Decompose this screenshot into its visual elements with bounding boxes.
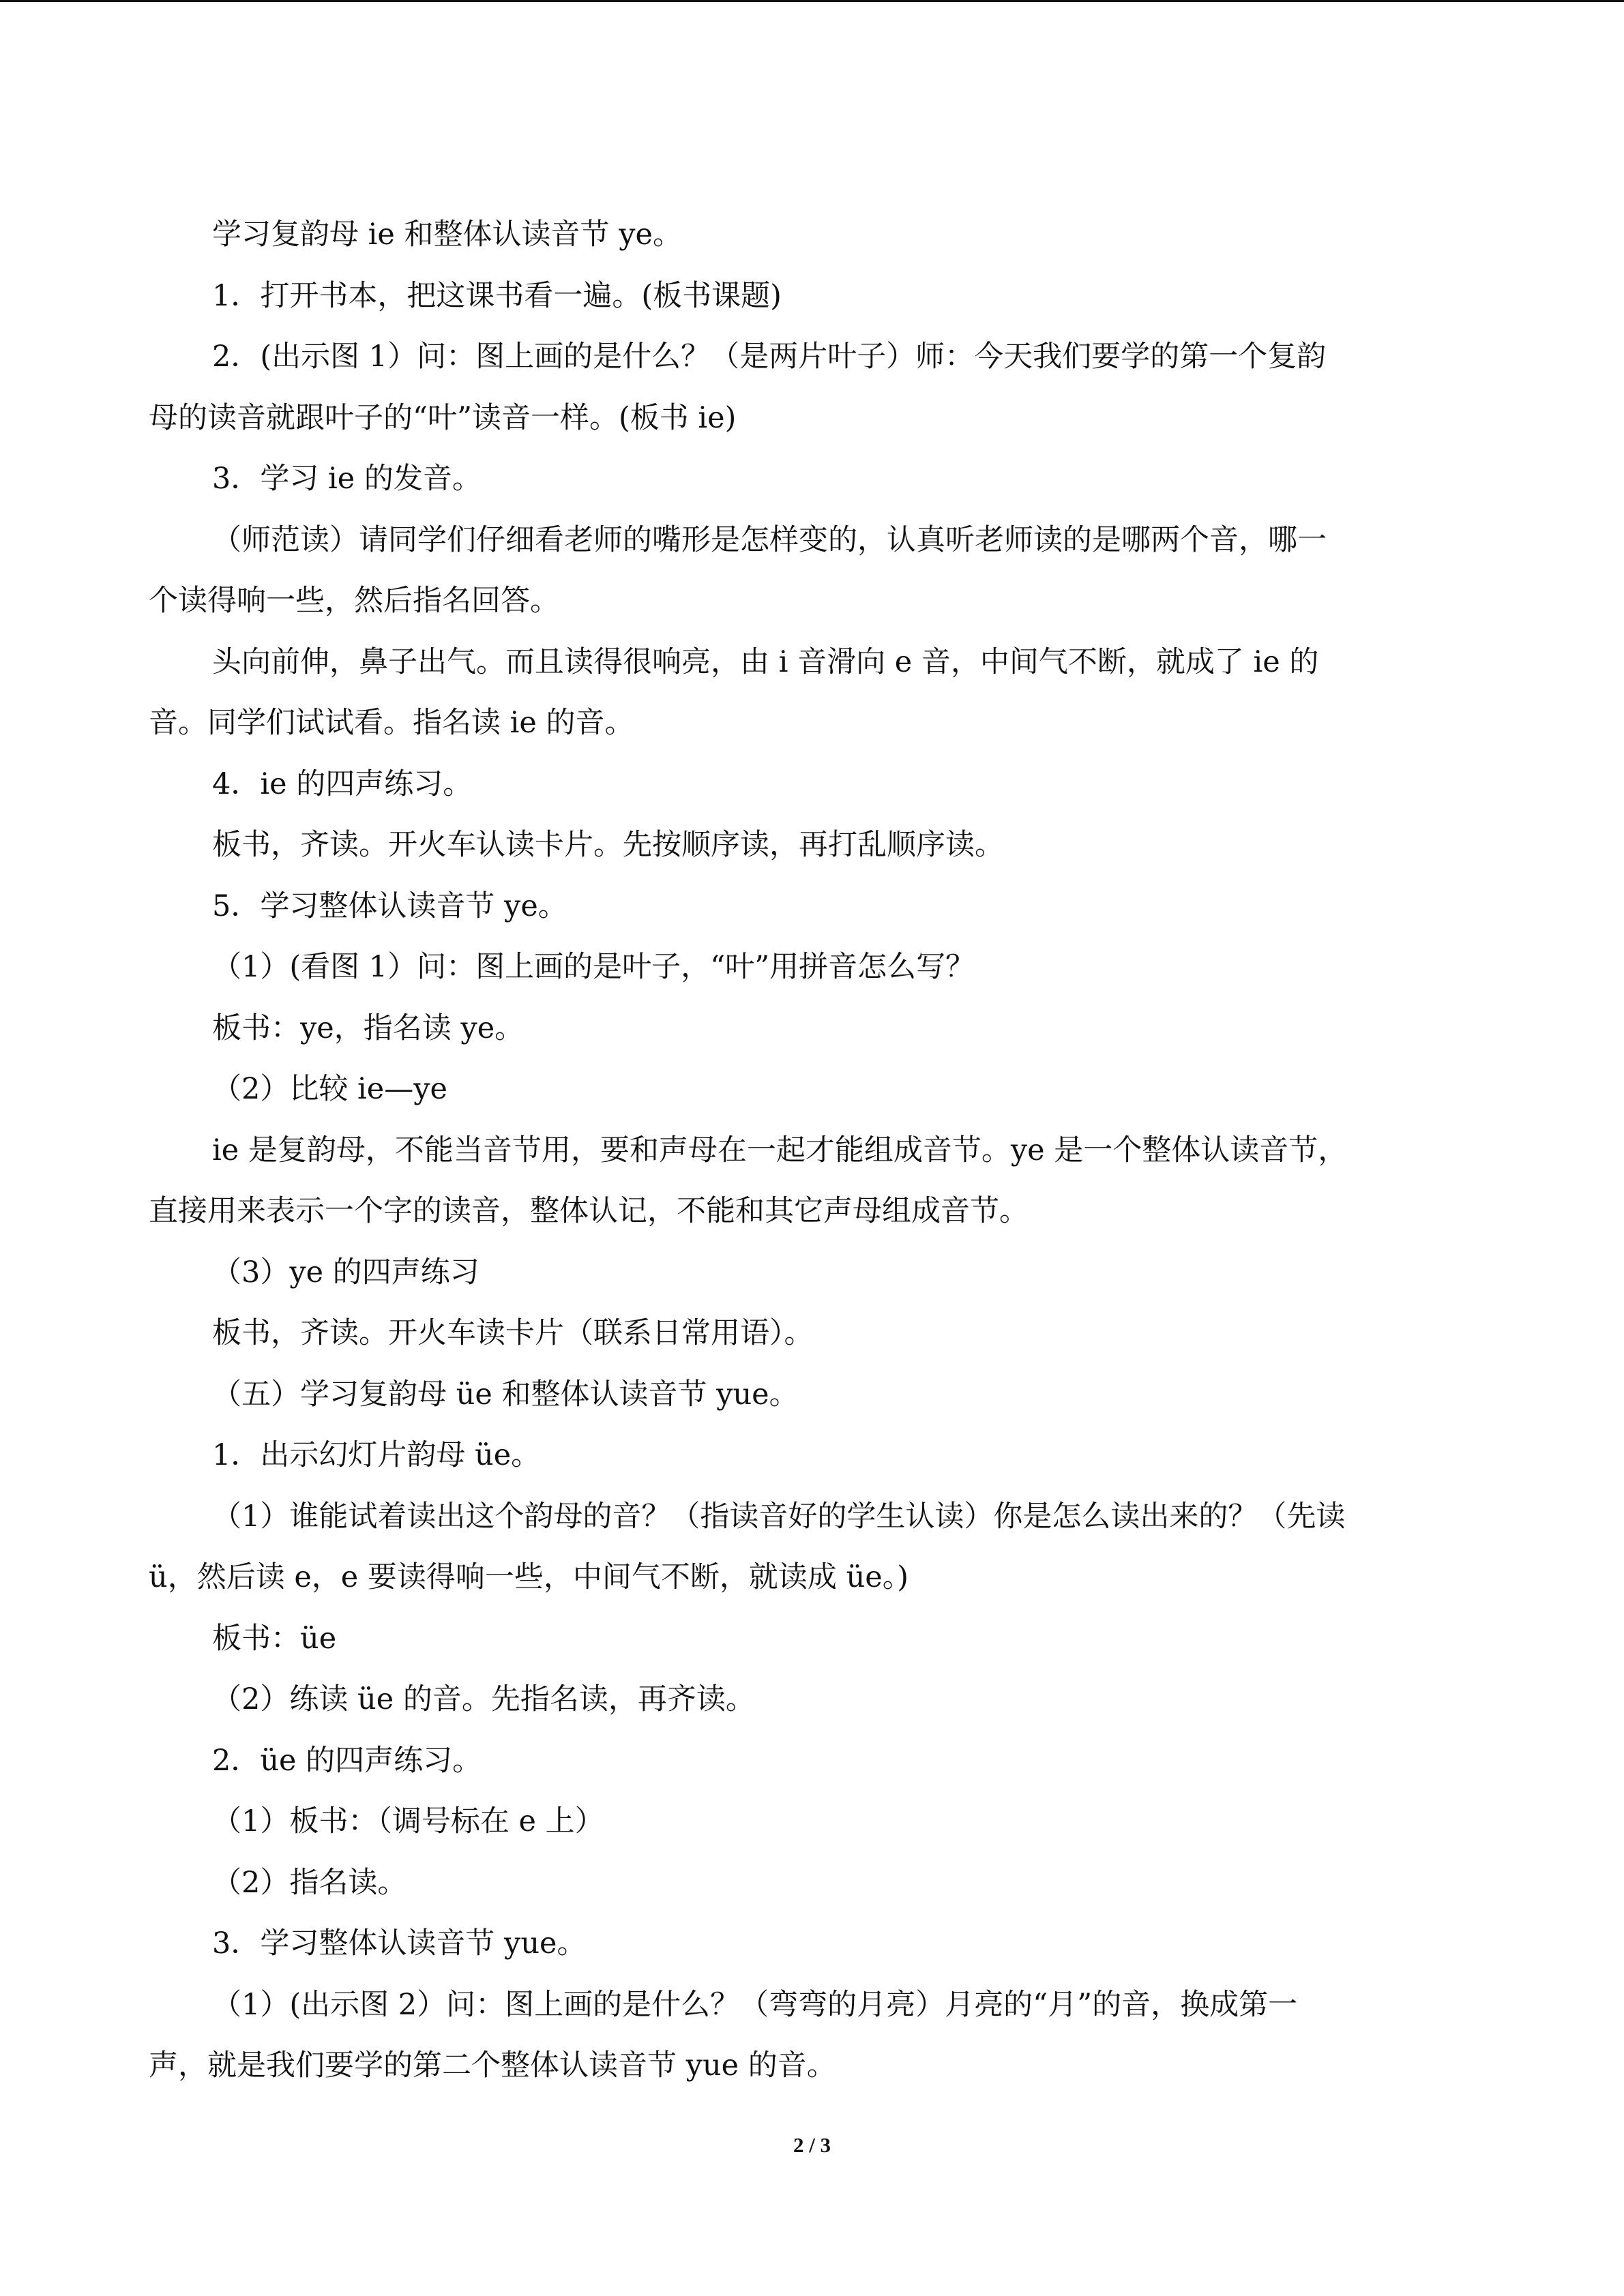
paragraph-line: 声，就是我们要学的第二个整体认读音节 yue 的音。 — [149, 2048, 836, 2083]
lesson-body-text — [149, 205, 1476, 2097]
page-number: 2 / 3 — [793, 2133, 831, 2157]
paragraph-line: 2．(出示图 1）问：图上画的是什么？（是两片叶子）师：今天我们要学的第一个复韵 — [212, 340, 1327, 374]
paragraph-line: 直接用来表示一个字的读音，整体认记，不能和其它声母组成音节。 — [149, 1194, 1029, 1228]
paragraph-line: （师范读）请同学们仔细看老师的嘴形是怎样变的，认真听老师读的是哪两个音，哪一 — [212, 522, 1327, 557]
paragraph-line: （2）练读 üe 的音。先指名读，再齐读。 — [212, 1682, 755, 1716]
paragraph-line: 学习复韵母 ie 和整体认读音节 ye。 — [212, 218, 682, 252]
paragraph-line: 板书，齐读。开火车认读卡片。先按顺序读，再打乱顺序读。 — [212, 828, 1004, 862]
paragraph-line: （1）板书：（调号标在 e 上） — [212, 1804, 604, 1838]
paragraph-line: （2）指名读。 — [212, 1865, 407, 1900]
top-border-line — [0, 0, 1624, 2]
paragraph-line: 个读得响一些，然后指名回答。 — [149, 584, 559, 618]
paragraph-line: 5．学习整体认读音节 ye。 — [212, 889, 567, 923]
paragraph-line: （1）(出示图 2）问：图上画的是什么？（弯弯的月亮）月亮的“月”的音，换成第一 — [212, 1987, 1298, 2022]
paragraph-line: 板书，齐读。开火车读卡片（联系日常用语）。 — [212, 1316, 814, 1350]
paragraph-line: （1）谁能试着读出这个韵母的音？（指读音好的学生认读）你是怎么读出来的？（先读 — [212, 1499, 1346, 1534]
paragraph-line: 1．打开书本，把这课书看一遍。(板书课题) — [212, 278, 782, 313]
paragraph-line: 音。同学们试试看。指名读 ie 的音。 — [149, 706, 634, 740]
paragraph-line: 板书：üe — [212, 1621, 337, 1656]
paragraph-line: 板书：ye，指名读 ye。 — [212, 1011, 525, 1045]
paragraph-line: （2）比较 ie—ye — [212, 1072, 447, 1106]
paragraph-line: 3．学习整体认读音节 yue。 — [212, 1926, 587, 1960]
paragraph-line: 3．学习 ie 的发音。 — [212, 462, 482, 496]
paragraph-line: （五）学习复韵母 üe 和整体认读音节 yue。 — [212, 1377, 799, 1412]
paragraph-line: 母的读音就跟叶子的“叶”读音一样。(板书 ie) — [149, 400, 737, 435]
paragraph-line: （1）(看图 1）问：图上画的是叶子，“叶”用拼音怎么写？ — [212, 950, 975, 984]
paragraph-line: 4．ie 的四声练习。 — [212, 766, 473, 801]
paragraph-line: 头向前伸，鼻子出气。而且读得很响亮，由 i 音滑向 e 音，中间气不断，就成了 ie 的 — [212, 644, 1319, 679]
paragraph-line: 2．üe 的四声练习。 — [212, 1743, 482, 1778]
paragraph-line: 1．出示幻灯片韵母 üe。 — [212, 1438, 541, 1472]
paragraph-line: ie 是复韵母，不能当音节用，要和声母在一起才能组成音节。ye 是一个整体认读音节， — [212, 1133, 1348, 1167]
paragraph-line: （3）ye 的四声练习 — [212, 1255, 479, 1289]
paragraph-line: ü，然后读 e，e 要读得响一些，中间气不断，就读成 üe。) — [149, 1560, 909, 1594]
